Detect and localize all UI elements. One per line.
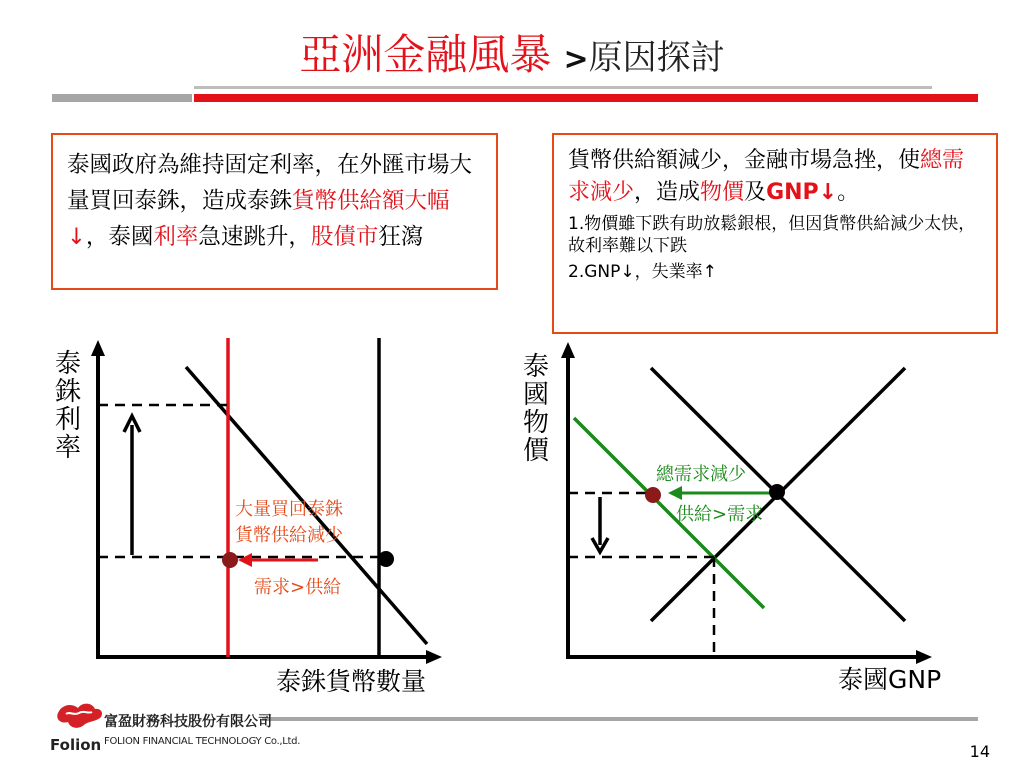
right-annotation-mid: 供給>需求: [676, 504, 764, 525]
title-main: 亞洲金融風暴: [299, 30, 552, 79]
left-y-axis-label: 泰銖利率: [54, 349, 81, 463]
box-right-gnp: GNP↓: [766, 180, 838, 205]
left-annotation-line3: 需求>供給: [254, 577, 342, 598]
left-y-axis-arrowhead: [91, 340, 105, 356]
left-equilibrium-new: [222, 552, 238, 568]
box-right-text-1: 貨幣供給額減少，金融市場急挫，使: [568, 148, 921, 173]
box-left-money-supply: 貨幣供給額大幅↓: [67, 188, 450, 250]
box-left-text-3: ，泰國: [85, 224, 154, 250]
folion-logo-icon: [57, 704, 102, 728]
right-y-axis-arrowhead: [561, 342, 575, 358]
footer-company-en: FOLION FINANCIAL TECHNOLOGY Co.,Ltd.: [104, 736, 301, 747]
left-equilibrium-original: [378, 551, 394, 567]
right-shift-arrow-head: [668, 486, 682, 500]
page-number: 14: [969, 742, 990, 761]
footer-company-zh: 富盈財務科技股份有限公司: [104, 714, 272, 730]
right-equilibrium-new: [645, 487, 661, 503]
left-x-axis-label: 泰銖貨幣數量: [276, 667, 427, 696]
box-right-text-5: 及: [744, 180, 767, 205]
left-annotation-line1: 大量買回泰銖: [235, 499, 343, 520]
box-right-aggregate-demand: 總需求減少: [568, 148, 965, 205]
box-left-text-5: 急速跳升，: [198, 224, 311, 250]
box-right-note-1: 1.物價雖下跌有助放鬆銀根，但因貨幣供給減少太快，故利率難以下跌: [568, 214, 976, 256]
right-y-axis-label: 泰國物價: [522, 352, 549, 466]
box-left-text-1: 泰國政府為維持固定利率，在外匯市場大量買回泰銖，造成泰銖: [67, 152, 473, 214]
left-annotation-line2: 貨幣供給減少: [235, 525, 343, 546]
box-right-price: 物價: [700, 180, 745, 205]
box-right-note-2: 2.GNP↓，失業率↑: [568, 262, 717, 282]
box-left-text-7: 狂瀉: [378, 224, 424, 250]
box-left-interest-rate: 利率: [153, 224, 199, 250]
title-sub: 原因探討: [588, 38, 725, 78]
left-x-axis-arrowhead: [426, 650, 442, 664]
box-right-text-7: 。: [837, 180, 860, 205]
footer-brand: Folion: [50, 736, 102, 754]
box-right-text-3: ，造成: [634, 180, 701, 205]
right-annotation-top: 總需求減少: [656, 464, 746, 485]
title-arrow: >: [563, 42, 589, 77]
box-left-stock-bond: 股債市: [310, 224, 379, 250]
left-shift-arrow-head: [238, 553, 252, 567]
right-equilibrium-original: [769, 484, 785, 500]
right-x-axis-label: 泰國GNP: [838, 665, 942, 694]
